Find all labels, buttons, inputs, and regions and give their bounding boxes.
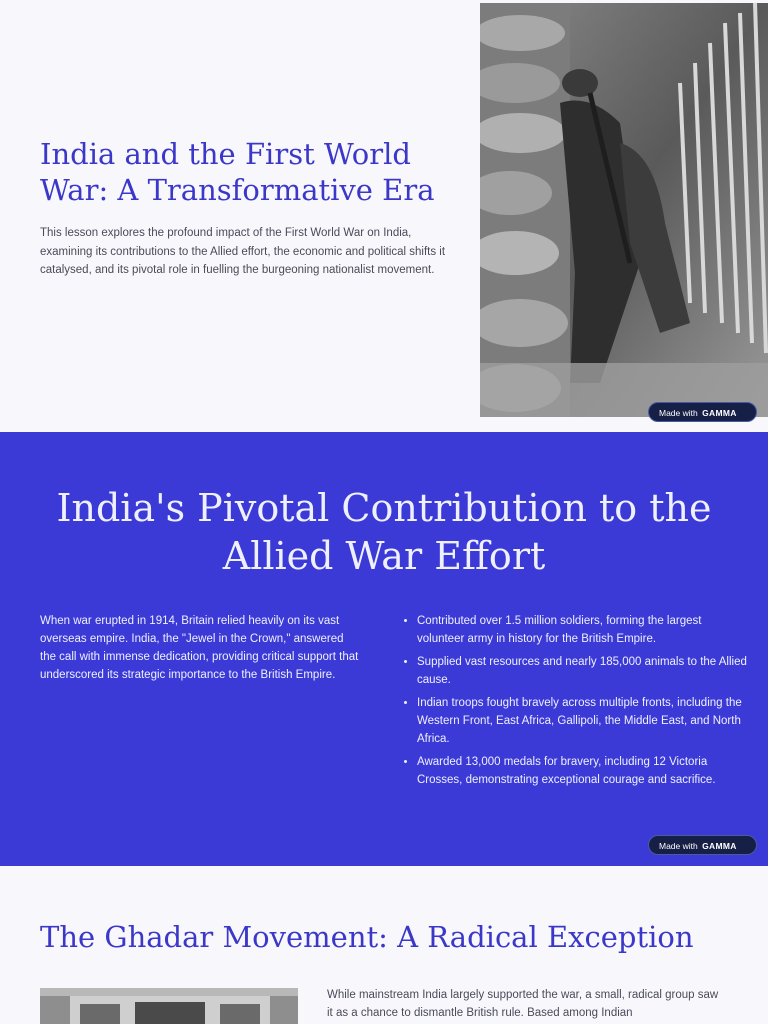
slide-title: The Ghadar Movement: A Radical Exception: [40, 920, 694, 954]
slide-body-text: When war erupted in 1914, Britain relied heavily on its vast overseas empire. India, the "Jewel in the Crown," answered the call with immense dedication, providing critical support that underscored its strategic importance to the British Empire.: [40, 615, 359, 681]
made-with-gamma-badge[interactable]: [648, 402, 757, 422]
bullet-item: • Contributed over 1.5 million soldiers, forming the largest volunteer army in history for the British Empire.: [417, 612, 747, 648]
slide-title: India's Pivotal Contribution to the Allied War Effort: [56, 486, 712, 578]
badge-prefix: Made with: [659, 408, 698, 418]
slide-intro: [0, 0, 768, 432]
slide-title: India and the First World War: A Transformative Era: [40, 137, 435, 207]
slide-ghadar: [0, 866, 768, 1024]
slide-body-text: While mainstream India largely supported the war, a small, radical group saw it as a chance to dismantle British rule. Based among Indian: [327, 989, 719, 1019]
contribution-bullet-list: [400, 612, 747, 794]
made-with-gamma-badge[interactable]: [648, 835, 757, 855]
slide-contribution: [0, 432, 768, 866]
ghadar-building-photo: [40, 988, 298, 1024]
gamma-logo: GAMMA: [702, 841, 737, 851]
bullet-item: • Awarded 13,000 medals for bravery, including 12 Victoria Crosses, demonstrating exceptional courage and sacrifice.: [417, 753, 747, 789]
bullet-item: • Supplied vast resources and nearly 185,000 animals to the Allied cause.: [417, 653, 747, 689]
bullet-item: • Indian troops fought bravely across multiple fronts, including the Western Front, East Africa, Gallipoli, the Middle East, and North Africa.: [417, 694, 747, 748]
slide-intro-text: This lesson explores the profound impact of the First World War on India, examining its contributions to the Allied effort, the economic and political shifts it catalysed, and its pivotal role in fuelling the burgeoning nationalist movement.: [40, 227, 446, 276]
badge-prefix: Made with: [659, 841, 698, 851]
gamma-logo: GAMMA: [702, 408, 737, 418]
soldiers-trench-photo: [480, 3, 768, 417]
